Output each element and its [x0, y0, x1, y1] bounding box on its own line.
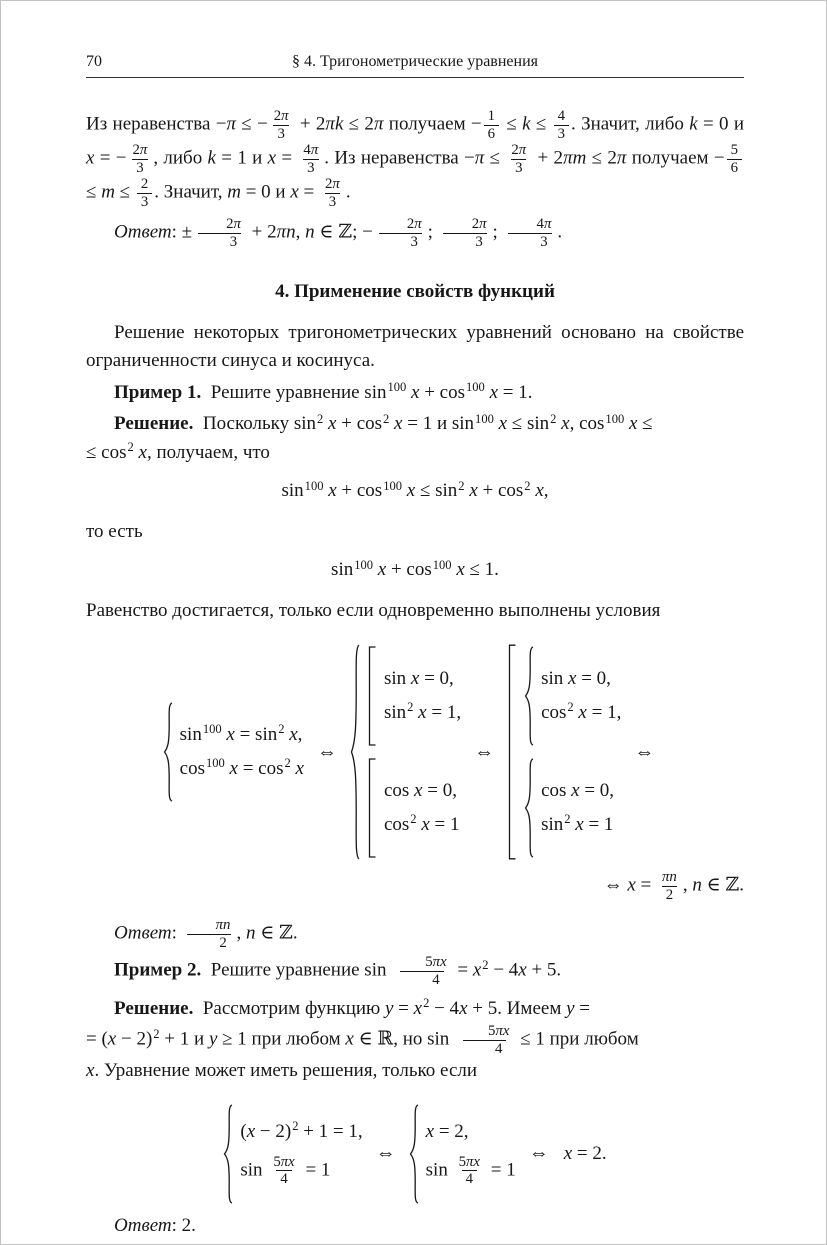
- fraction-denominator: 4: [276, 1170, 291, 1188]
- math-variable: π: [616, 147, 627, 169]
- math-variable: x: [473, 1153, 480, 1170]
- fraction: [507, 142, 530, 176]
- header-rule: [86, 77, 744, 78]
- paragraph: Равенство достигается, только если одновременно выполнены условия: [86, 599, 661, 621]
- fraction: [440, 216, 491, 250]
- fraction: [299, 142, 322, 176]
- math-variable: k: [689, 113, 698, 135]
- math-variable: x: [421, 813, 430, 835]
- math-variable: x: [498, 413, 508, 435]
- equation-group: [367, 646, 461, 746]
- equation-row: sin x = 0,: [541, 667, 611, 689]
- equation-rows: [426, 1104, 516, 1204]
- math-variable: πm: [563, 147, 587, 169]
- fraction-numerator: 2π: [511, 142, 527, 159]
- fraction: [269, 1154, 298, 1188]
- math-variable: x: [518, 959, 527, 981]
- bold-label: Пример 1.: [114, 381, 202, 403]
- fraction: [321, 176, 344, 210]
- math-variable: Ответ: [114, 922, 172, 944]
- math-variable: πk: [325, 113, 344, 135]
- brace-delimiter: [409, 1104, 419, 1204]
- math-variable: x: [411, 381, 420, 403]
- fraction: [456, 1023, 513, 1057]
- math-variable: x: [288, 1153, 295, 1170]
- math-variable: x: [86, 1060, 95, 1082]
- page-header: [86, 53, 744, 76]
- equation-systems: [86, 1104, 744, 1204]
- superscript: 2: [567, 700, 574, 715]
- fraction-denominator: 3: [508, 233, 551, 251]
- fraction-numerator: 2π: [132, 142, 148, 159]
- math-variable: n: [692, 874, 702, 896]
- math-variable: n: [245, 922, 256, 944]
- fraction: [455, 1154, 484, 1188]
- math-variable: x: [502, 1023, 510, 1040]
- math-variable: x: [627, 874, 636, 896]
- math-variable: x: [406, 480, 416, 502]
- math-variable: x: [628, 413, 638, 435]
- math-variable: n: [305, 221, 315, 243]
- bold-label: Решение.: [114, 413, 194, 435]
- paragraph: Ответ: ± $\frac{2\pi}{3}$ + 2πn, n ∈ ℤ; − $\frac{2\pi}{3}$ ; $\frac{2\pi}{3}$ ; $\frac{4\pi}{3}$ .: [114, 216, 563, 251]
- equation-group: [223, 1104, 362, 1204]
- equation-rows: [524, 643, 621, 861]
- math-variable: k: [522, 113, 531, 135]
- equation-rows: [384, 758, 460, 858]
- bracket-delimiter: [367, 758, 377, 858]
- fraction: [658, 869, 681, 903]
- math-variable: π: [518, 142, 527, 159]
- superscript: 2: [550, 411, 557, 426]
- brace-delimiter: [223, 1104, 233, 1204]
- running-title: § 4. Тригонометрические уравнения: [291, 53, 538, 70]
- math-variable: x: [138, 441, 147, 463]
- paragraph: Ответ: $\frac{\pi n}{2}$ , n ∈ ℤ.: [114, 917, 298, 951]
- equation-row: $\cos^2 x = 1$: [383, 812, 460, 835]
- math-variable: π: [465, 1153, 474, 1170]
- fraction: [484, 108, 499, 142]
- equation-rows: [541, 646, 621, 746]
- equation-group: [507, 643, 621, 861]
- superscript: 100: [432, 557, 452, 572]
- math-variable: x: [575, 813, 584, 835]
- equation-row: sin $\frac{5\pi x}{4}$ = 1: [240, 1153, 331, 1188]
- math-variable: x: [328, 413, 337, 435]
- math-variable: x: [563, 1142, 573, 1164]
- brace-delimiter: [524, 758, 534, 858]
- fraction-numerator: 4: [557, 108, 566, 124]
- math-variable: x: [107, 1028, 117, 1050]
- equation-group: [524, 758, 614, 858]
- math-variable: x: [459, 997, 468, 1019]
- fraction-denominator: 4: [400, 971, 443, 989]
- math-variable: π: [233, 216, 241, 233]
- fraction-denominator: 6: [727, 159, 742, 177]
- section-heading: [86, 281, 744, 303]
- fraction: [554, 108, 569, 142]
- superscript: 2: [423, 996, 430, 1011]
- paragraph: то есть: [86, 520, 143, 542]
- math-variable: x: [229, 757, 238, 779]
- fraction-denominator: 3: [273, 125, 288, 143]
- math-variable: x: [472, 959, 482, 981]
- math-variable: x: [535, 480, 544, 502]
- superscript: 2: [564, 812, 571, 827]
- superscript: 2: [278, 722, 285, 737]
- math-variable: x: [440, 954, 447, 971]
- fraction-denominator: 4: [462, 1170, 477, 1188]
- math-variable: m: [101, 181, 115, 203]
- superscript: 100: [354, 557, 374, 572]
- paragraph: Ответ: 2.: [114, 1214, 196, 1236]
- math-variable: π: [543, 216, 552, 233]
- math-variable: x: [345, 1028, 354, 1050]
- math-variable: x: [410, 667, 420, 689]
- math-variable: x: [414, 779, 423, 801]
- superscript: 2: [482, 958, 489, 973]
- paragraph: Пример 2. Решите уравнение sin $\frac{5\pi x}{4}$ = $x^2 - 4x + 5$.: [114, 954, 562, 989]
- equivalence-arrow: ⇔: [634, 740, 655, 763]
- superscript: 2: [524, 478, 531, 493]
- fraction-denominator: 3: [379, 233, 422, 251]
- math-variable: x: [226, 723, 235, 745]
- math-variable: x: [295, 757, 304, 779]
- equation-rows: [240, 1104, 362, 1204]
- math-variable: y: [384, 997, 394, 1019]
- equation-group: [524, 646, 621, 746]
- math-display: $\sin^{100} x + \cos^{100} x \le \sin^2 x + \cos^2 x$,: [281, 478, 549, 502]
- paragraph: Из неравенства −π ≤ − $\frac{2\pi}{3}$ + 2πk ≤ 2π получаем − $\frac{1}{6}$ ≤ k ≤ $\frac{4}{3}$ . Значит, либо k = 0 и x = − $\frac{2\pi}{3}$ , либо k = 1 и x = $\frac{4\pi}{3}$ . Из неравенства −π ≤ $\frac{2\pi}{3}$ + 2πm ≤ 2π получаем − $\frac{5}{6}$ ≤ m ≤ $\frac{2}{3}$ . Значит, m = 0 и x = $\frac{2\pi}{3}$ .: [86, 108, 745, 210]
- math-variable: π: [373, 113, 384, 135]
- math-variable: k: [207, 147, 216, 169]
- fraction: [727, 142, 742, 176]
- bold-label: Пример 2.: [114, 959, 202, 981]
- equivalence-arrow: ⇔: [375, 1142, 396, 1165]
- page-content: [86, 108, 744, 1240]
- equation-tail: x = 2.: [563, 1142, 607, 1164]
- math-variable: π: [226, 113, 236, 135]
- equation-row: cos x = 0,: [541, 779, 615, 801]
- fraction-denominator: 3: [325, 193, 340, 211]
- fraction-denominator: 3: [554, 125, 569, 143]
- superscript: 100: [383, 478, 402, 493]
- bold-label: 4. Применение свойств функций: [275, 280, 555, 302]
- equivalence-arrow: ⇔: [528, 1142, 549, 1165]
- paragraph: Решение. Рассмотрим функцию $y = x^2 - 4x + 5$. Имеем y = = $(x - 2)^2 + 1$ и y ≥ 1 при любом x ∈ ℝ, но sin $\frac{5\pi x}{4}$ ≤ 1 при любом x. Уравнение может иметь решения, только если: [86, 996, 639, 1082]
- fraction-numerator: 2π: [273, 108, 289, 124]
- fraction-denominator: 3: [303, 159, 318, 177]
- math-variable: πn: [276, 221, 296, 243]
- fraction-denominator: 2: [662, 886, 677, 904]
- fraction: [137, 176, 152, 210]
- math-variable: π: [474, 147, 485, 169]
- math-variable: π: [432, 954, 441, 971]
- fraction: [393, 954, 450, 988]
- fraction: [129, 142, 152, 176]
- fraction-numerator: 5πx: [273, 1153, 295, 1170]
- superscript: 100: [205, 756, 225, 771]
- math-variable: π: [139, 142, 148, 159]
- fraction-numerator: 1: [487, 108, 496, 124]
- superscript: 2: [407, 700, 414, 715]
- math-variable: x: [418, 701, 427, 723]
- fraction-denominator: 3: [137, 193, 152, 211]
- superscript: 2: [458, 478, 465, 493]
- math-variable: π: [310, 142, 319, 159]
- superscript: 2: [383, 411, 390, 426]
- fraction-numerator: [184, 917, 235, 934]
- equation-row: sin $\frac{5\pi x}{4}$ = 1: [425, 1153, 516, 1188]
- equation-row: $\sin^2 x = 1$,: [383, 700, 462, 723]
- fraction-numerator: 2π: [226, 216, 241, 233]
- fraction-numerator: [658, 869, 681, 886]
- fraction-denominator: 3: [132, 159, 147, 177]
- fraction-denominator: 4: [463, 1040, 506, 1058]
- superscript: 100: [304, 478, 324, 493]
- fraction-numerator: 2π: [325, 176, 340, 193]
- fraction-numerator: 4π: [303, 142, 319, 159]
- math-variable: x: [456, 559, 465, 581]
- math-variable: x: [377, 559, 387, 581]
- math-variable: π: [332, 176, 340, 193]
- superscript: 2: [284, 756, 291, 771]
- math-variable: π: [281, 108, 289, 124]
- brace-delimiter: [524, 646, 534, 746]
- math-variable: x: [267, 147, 277, 169]
- fraction: [194, 216, 245, 250]
- math-variable: n: [669, 869, 677, 886]
- math-variable: π: [215, 917, 224, 934]
- math-variable: y: [566, 997, 575, 1019]
- fraction-numerator: 4π: [536, 216, 552, 233]
- math-variable: m: [227, 181, 241, 203]
- equation-rows: [180, 702, 304, 802]
- equation-rows: [384, 646, 461, 746]
- math-variable: y: [208, 1028, 218, 1050]
- math-variable: x: [578, 701, 587, 723]
- superscript: 2: [153, 1027, 160, 1042]
- fraction: [505, 216, 556, 250]
- fraction: [375, 216, 426, 250]
- paragraph: Решение некоторых тригонометрических уравнений основано на свойстве ограниченности синуса и косинуса.: [86, 321, 744, 372]
- equation-row: sin x = 0,: [383, 667, 454, 689]
- math-variable: π: [479, 216, 487, 233]
- math-variable: x: [328, 480, 337, 502]
- equation-row: $\cos^2 x = 1$,: [541, 700, 622, 723]
- brace-delimiter: [163, 702, 173, 802]
- math-variable: x: [571, 779, 580, 801]
- bracket-delimiter: [507, 643, 517, 861]
- paragraph: Пример 1. Решите уравнение $\sin^{100} x + \cos^{100} x = 1$.: [114, 380, 533, 403]
- equation-row: $\cos^{100} x = \cos^2 x$: [179, 756, 304, 779]
- brace-delimiter: [350, 643, 360, 861]
- fraction: [184, 917, 235, 951]
- equation-group: [409, 1104, 516, 1204]
- superscript: 100: [466, 380, 485, 395]
- math-variable: π: [661, 869, 670, 886]
- equivalence-arrow: ⇔: [474, 740, 495, 763]
- equation-rows: [541, 758, 614, 858]
- math-variable: Ответ: [114, 1214, 172, 1236]
- equation-row: $\sin^2 x = 1$: [541, 812, 614, 835]
- math-variable: x: [394, 413, 403, 435]
- math-display: $\sin^{100} x + \cos^{100} x \le 1$.: [331, 557, 499, 581]
- equation-systems: [86, 643, 744, 861]
- math-variable: x: [489, 381, 498, 403]
- fraction-numerator: 5πx: [458, 1153, 480, 1170]
- math-variable: π: [414, 216, 422, 233]
- equation-rows: [367, 643, 461, 861]
- superscript: 100: [605, 411, 625, 426]
- page-number: 70: [86, 53, 102, 70]
- fraction-numerator: 5πx: [488, 1023, 510, 1040]
- superscript: 100: [202, 722, 222, 737]
- superscript: 2: [127, 440, 134, 455]
- fraction-denominator: 3: [443, 233, 486, 251]
- math-variable: x: [246, 1120, 256, 1142]
- math-variable: Ответ: [114, 221, 172, 243]
- fraction-denominator: 3: [198, 233, 241, 251]
- fraction-denominator: 2: [187, 934, 230, 952]
- math-variable: π: [280, 1153, 289, 1170]
- bold-label: Решение.: [114, 997, 194, 1019]
- math-variable: x: [289, 723, 298, 745]
- superscript: 2: [410, 812, 417, 827]
- equation-row: x = 2,: [425, 1120, 469, 1142]
- fraction: [270, 108, 293, 142]
- superscript: 100: [387, 380, 407, 395]
- math-variable: x: [86, 147, 95, 169]
- fraction-denominator: 3: [511, 159, 526, 177]
- equation-row: cos x = 0,: [383, 779, 457, 801]
- math-variable: n: [223, 917, 231, 934]
- equation-row: $(x - 2)^2 + 1 = 1$,: [240, 1119, 363, 1142]
- equation-group: [367, 758, 460, 858]
- superscript: 2: [317, 411, 324, 426]
- fraction-denominator: 6: [484, 125, 499, 143]
- math-variable: x: [290, 181, 299, 203]
- superscript: 2: [292, 1119, 299, 1134]
- math-display: ⇔ x = $\frac{\pi n}{2}$ , n ∈ ℤ.: [603, 869, 744, 903]
- equation-group: [163, 702, 304, 802]
- fraction-numerator: 5: [730, 142, 739, 159]
- bracket-delimiter: [367, 646, 377, 746]
- fraction-numerator: 2π: [406, 216, 422, 233]
- fraction-numerator: 2π: [471, 216, 487, 233]
- superscript: 100: [475, 411, 494, 426]
- math-variable: x: [561, 413, 570, 435]
- math-variable: x: [568, 667, 577, 689]
- equation-group: [350, 643, 461, 861]
- math-variable: x: [469, 480, 478, 502]
- equivalence-arrow: ⇔: [316, 740, 337, 763]
- math-variable: π: [495, 1023, 503, 1040]
- fraction-numerator: 2: [140, 176, 149, 193]
- math-variable: x: [413, 997, 423, 1019]
- math-variable: x: [425, 1120, 435, 1142]
- fraction-numerator: 5πx: [425, 954, 447, 971]
- paragraph: Решение. Поскольку $\sin^2 x + \cos^2 x = 1$ и $\sin^{100} x \le \sin^2 x$, $\cos^{100} x$ ≤ ≤ $\cos^2 x$, получаем, что: [86, 411, 653, 463]
- equation-row: $\sin^{100} x = \sin^2 x$,: [179, 722, 303, 745]
